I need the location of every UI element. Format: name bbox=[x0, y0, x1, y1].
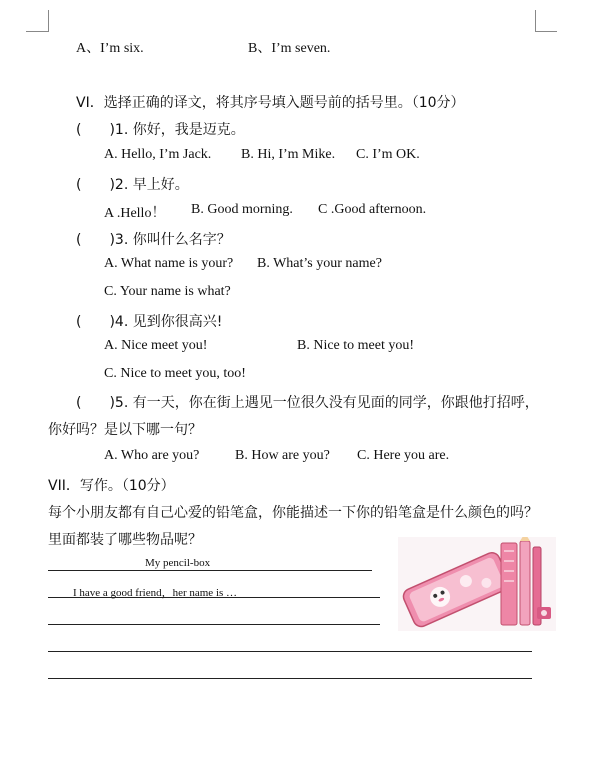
q3-option-b: B. What’s your name? bbox=[257, 256, 382, 271]
q2-option-a: A .Hello！ bbox=[104, 206, 166, 221]
q3-option-a: A. What name is your? bbox=[104, 256, 234, 271]
q1-option-a: A. Hello, I’m Jack. bbox=[104, 147, 212, 162]
prev-option-a: A、I’m six. bbox=[76, 41, 144, 56]
pencil-box-image bbox=[398, 537, 556, 631]
q5-option-a: A. Who are you? bbox=[104, 448, 200, 463]
section7-prompt-line1: 每个小朋友都有自己心爱的铅笔盒，你能描述一下你的铅笔盒是什么颜色的吗？ bbox=[48, 505, 538, 521]
writing-first-line: I have a good friend，her name is … bbox=[73, 587, 238, 599]
section7-heading: VII．写作。（10分） bbox=[48, 478, 175, 494]
writing-line-3 bbox=[48, 624, 380, 625]
crop-mark-left-h bbox=[26, 31, 48, 32]
prev-option-b: B、I’m seven. bbox=[248, 41, 331, 56]
q2-option-c: C .Good afternoon. bbox=[318, 202, 427, 217]
q3-option-c: C. Your name is what? bbox=[104, 284, 231, 299]
q5-stem-line2: 你好吗？是以下哪一句？ bbox=[48, 422, 202, 438]
q2-stem: ( )2. 早上好。 bbox=[76, 177, 189, 193]
writing-line-5 bbox=[48, 678, 532, 679]
crop-mark-left-v bbox=[48, 10, 49, 32]
q3-stem: ( )3. 你叫什么名字？ bbox=[76, 232, 231, 248]
q4-option-b: B. Nice to meet you! bbox=[297, 338, 415, 353]
section6-heading: VI．选择正确的译文，将其序号填入题号前的括号里。（10分） bbox=[76, 95, 465, 111]
q1-option-b: B. Hi, I’m Mike. bbox=[241, 147, 336, 162]
writing-line-2 bbox=[48, 597, 380, 598]
q1-stem: ( )1. 你好，我是迈克。 bbox=[76, 122, 245, 138]
writing-line-4 bbox=[48, 651, 532, 652]
q4-option-a: A. Nice meet you! bbox=[104, 338, 208, 353]
q4-option-c: C. Nice to meet you, too! bbox=[104, 366, 246, 381]
crop-mark-right-h bbox=[535, 31, 557, 32]
crop-mark-right-v bbox=[535, 10, 536, 32]
writing-line-1 bbox=[48, 570, 372, 571]
q4-stem: ( )4. 见到你很高兴! bbox=[76, 314, 223, 330]
q5-stem-line1: ( )5. 有一天，你在街上遇见一位很久没有见面的同学，你跟他打招呼， bbox=[76, 395, 539, 411]
q5-option-b: B. How are you? bbox=[235, 448, 330, 463]
pencil-box-illustration bbox=[398, 537, 556, 631]
q1-option-c: C. I’m OK. bbox=[356, 147, 420, 162]
q2-option-b: B. Good morning. bbox=[191, 202, 293, 217]
writing-title: My pencil-box bbox=[145, 557, 211, 569]
section7-prompt-line2: 里面都装了哪些物品呢？ bbox=[48, 532, 202, 548]
q5-option-c: C. Here you are. bbox=[357, 448, 450, 463]
